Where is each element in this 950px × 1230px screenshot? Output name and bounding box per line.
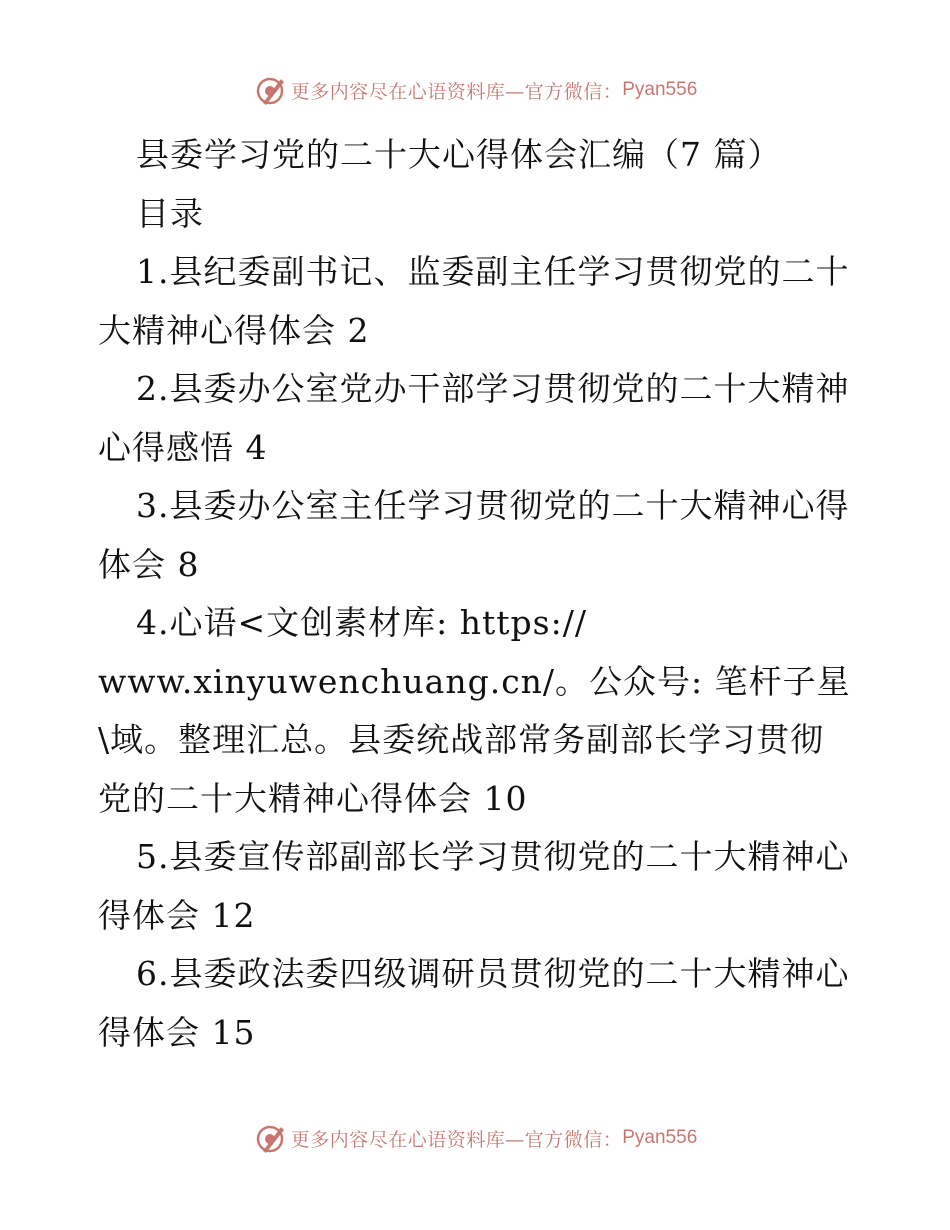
header-watermark <box>0 70 950 110</box>
toc-item-3 <box>98 477 858 594</box>
toc-line: 2.县委办公室党办干部学习贯彻党的二十大精神 <box>136 369 850 408</box>
pen-logo-icon <box>253 1121 287 1155</box>
watermark-wechat: Pyan556 <box>622 79 698 100</box>
watermark-text: 更多内容尽在心语资料库—官方微信： <box>290 1128 623 1151</box>
watermark-wechat: Pyan556 <box>622 1127 698 1148</box>
toc-item-5 <box>98 828 858 945</box>
toc-line: 得体会 15 <box>98 1012 256 1052</box>
toc-line: 4.心语<文创素材库: https:// <box>136 603 587 642</box>
toc-item-2 <box>98 360 858 477</box>
toc-line: www.xinyuwenchuang.cn/。公众号: 笔杆子星 <box>98 661 851 701</box>
pen-logo-icon <box>253 73 287 107</box>
toc-line: 5.县委宣传部副部长学习贯彻党的二十大精神心 <box>136 837 850 876</box>
toc-line: 党的二十大精神心得体会 10 <box>98 778 528 818</box>
toc-item-6 <box>98 945 858 1062</box>
toc-line: 大精神心得体会 2 <box>98 310 370 350</box>
document-title: 县委学习党的二十大心得体会汇编（7 篇） <box>136 135 782 174</box>
toc-line: \域。整理汇总。县委统战部常务副部长学习贯彻 <box>98 720 825 759</box>
toc-line: 1.县纪委副书记、监委副主任学习贯彻党的二十 <box>136 252 850 291</box>
document-body <box>98 126 858 1062</box>
toc-line: 体会 8 <box>98 544 200 584</box>
toc-line: 得体会 12 <box>98 895 256 935</box>
toc-item-4 <box>98 594 858 828</box>
watermark-text: 更多内容尽在心语资料库—官方微信： <box>290 80 623 103</box>
toc-item-1 <box>98 243 858 360</box>
toc-line: 6.县委政法委四级调研员贯彻党的二十大精神心 <box>136 954 850 993</box>
footer-watermark <box>0 1118 950 1158</box>
toc-line: 心得感悟 4 <box>98 427 268 467</box>
toc-line: 3.县委办公室主任学习贯彻党的二十大精神心得 <box>136 486 850 525</box>
toc-heading: 目录 <box>136 193 204 233</box>
